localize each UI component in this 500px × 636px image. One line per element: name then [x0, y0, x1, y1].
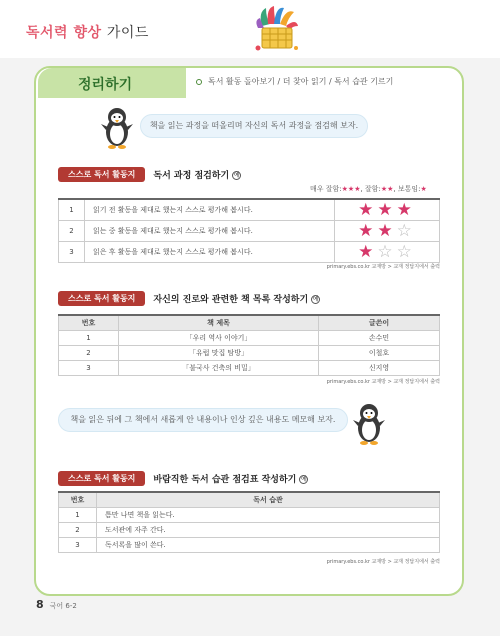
table-row: 1 「우리 역사 이야기」 손수민 [59, 330, 440, 345]
activity-badge: 스스로 독서 활동지 [58, 291, 145, 306]
book-label: 국어 6-2 [49, 602, 77, 610]
table-row: 2 「유럽 맛집 탐방」 이철호 [59, 345, 440, 360]
table-row: 3 읽은 후 활동을 제대로 했는지 스스로 평가해 봅시다. ★☆☆ [59, 242, 440, 263]
table-row: 3 독서록을 많이 쓴다. [59, 537, 440, 552]
table-row: 2 읽는 중 활동을 제대로 했는지 스스로 평가해 봅시다. ★★☆ [59, 221, 440, 242]
example-mark: 예 [233, 171, 240, 179]
table-header-row: 번호 책 제목 글쓴이 [59, 315, 440, 330]
book-list-table [58, 314, 440, 376]
activity-badge: 스스로 독서 활동지 [58, 471, 145, 486]
penguin-icon [352, 400, 386, 446]
activity-title: 바람직한 독서 습관 점검표 작성하기 예 [153, 474, 307, 485]
table-row: 2 도서관에 자주 간다. [59, 522, 440, 537]
activity-badge: 스스로 독서 활동지 [58, 167, 145, 182]
activity-header [58, 470, 308, 486]
page-footer [36, 598, 77, 611]
table-row: 3 「불국사 건축의 비밀」 신지영 [59, 360, 440, 375]
guide-title-accent: 독서력 향상 [26, 25, 102, 41]
activity-header [58, 290, 320, 306]
table-row: 1 틈만 나면 책을 읽는다. [59, 507, 440, 522]
section-title-tab [38, 68, 186, 98]
source-note: primary.ebs.co.kr 교재방 > 교재 정답지에서 출력 [326, 379, 440, 385]
source-note: primary.ebs.co.kr 교재방 > 교재 정답지에서 출력 [326, 264, 440, 270]
activity-header [58, 166, 241, 182]
example-mark: 예 [312, 295, 319, 303]
activity-title: 독서 과정 점검하기 예 [153, 170, 240, 181]
section-title: 정리하기 [78, 77, 133, 93]
example-mark: 예 [300, 475, 307, 483]
table-header-row: 번호 독서 습관 [59, 492, 440, 507]
source-note: primary.ebs.co.kr 교재방 > 교재 정답지에서 출력 [326, 559, 440, 565]
guide-title-rest: 가이드 [106, 25, 149, 41]
speech-bubble: 책을 읽은 뒤에 그 책에서 새롭게 안 내용이나 인상 깊은 내용도 메모해 보자. [58, 408, 348, 432]
page-number: 8 [36, 598, 44, 611]
star-rating: ★★★ [335, 199, 440, 221]
bullet-icon [196, 79, 202, 85]
guide-title [26, 22, 149, 42]
rating-legend: 매우 잘함:★★★, 잘함:★★, 보통임:★ [310, 185, 427, 193]
plant-basket-icon [254, 4, 300, 54]
reading-habit-table [58, 491, 440, 553]
penguin-icon [100, 104, 134, 150]
speech-bubble: 책을 읽는 과정을 떠올리며 자신의 독서 과정을 점검해 보자. [140, 114, 368, 138]
reading-process-table [58, 198, 440, 263]
activity-title: 자신의 진로와 관련한 책 목록 작성하기 예 [153, 294, 319, 305]
table-row: 1 읽기 전 활동을 제대로 했는지 스스로 평가해 봅시다. ★★★ [59, 199, 440, 221]
star-rating: ★★☆ [335, 221, 440, 242]
star-rating: ★☆☆ [335, 242, 440, 263]
section-subtitle: 독서 활동 돌아보기 / 더 찾아 읽기 / 독서 습관 기르기 [196, 76, 393, 87]
